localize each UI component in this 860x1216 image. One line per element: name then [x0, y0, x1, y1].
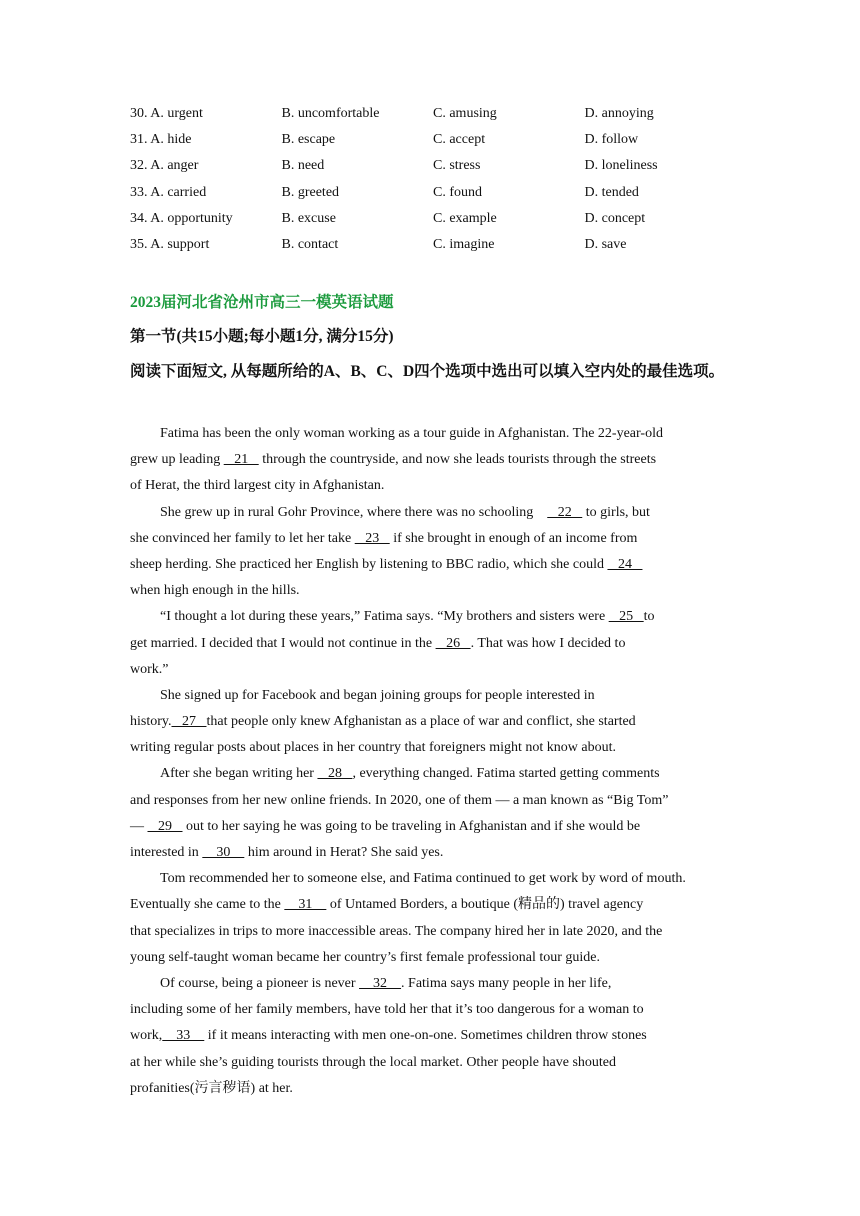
passage-line	[130, 1050, 738, 1076]
blank-number: 25	[608, 609, 644, 625]
blank-number: 30	[202, 845, 245, 860]
passage-line	[130, 552, 738, 578]
blank-number: 24	[607, 556, 643, 572]
passage-line	[130, 1076, 738, 1102]
passage-line	[130, 578, 738, 604]
passage-text: to girls, but	[582, 504, 650, 520]
passage-line	[130, 631, 738, 657]
passage-line	[130, 657, 738, 683]
passage-text: work,	[130, 1028, 163, 1044]
option-row	[130, 127, 750, 153]
passage-text: writing regular posts about places in her country that foreigners might not know about.	[130, 740, 617, 756]
option-cell: 33. A. carried	[130, 184, 207, 200]
option-cell: C. amusing	[433, 106, 497, 122]
passage-text: After she began writing her	[160, 766, 318, 782]
reading-passage	[130, 421, 738, 1102]
passage-line	[130, 500, 738, 526]
option-cell: D. follow	[584, 132, 639, 148]
passage-line	[130, 761, 738, 787]
passage-line	[130, 526, 738, 552]
passage-text: Tom recommended her to someone else, and Fatima continued to get work by word of mouth.	[160, 871, 686, 887]
option-row	[130, 206, 750, 232]
option-cell: C. accept	[433, 132, 486, 148]
passage-text: of Herat, the third largest city in Afghanistan.	[130, 478, 385, 494]
blank-number: 28	[317, 766, 353, 782]
passage-line	[130, 866, 738, 892]
exam-title: 2023届河北省沧州市高三一模英语试题	[130, 294, 394, 311]
passage-line	[130, 421, 738, 447]
option-cell: C. example	[433, 210, 497, 226]
blank-number: 29	[147, 818, 183, 834]
blank-number: 31	[284, 897, 327, 913]
option-cell: B. excuse	[281, 210, 336, 226]
passage-text: history.	[130, 714, 172, 730]
passage-text: grew up leading	[130, 452, 224, 468]
passage-text: Of course, being a pioneer is never	[160, 975, 360, 991]
option-cell: 32. A. anger	[130, 158, 199, 174]
option-cell: C. imagine	[433, 237, 495, 253]
passage-line	[130, 1023, 738, 1049]
option-cell: C. stress	[433, 158, 481, 174]
passage-text: if she brought in enough of an income from	[389, 530, 638, 546]
blank-number: 33	[162, 1028, 205, 1044]
passage-line	[130, 788, 738, 814]
option-cell: B. uncomfortable	[281, 106, 380, 122]
passage-text: including some of her family members, have told her that it’s too dangerous for a woman to	[130, 1002, 644, 1018]
option-cell: B. contact	[281, 237, 339, 253]
section-heading: 第一节(共15小题;每小题1分, 满分15分)	[130, 328, 394, 345]
option-cell: 35. A. support	[130, 237, 210, 253]
passage-line	[130, 447, 738, 473]
passage-line	[130, 709, 738, 735]
blank-number: 27	[171, 714, 207, 730]
option-row	[130, 101, 750, 127]
blank-number: 26	[435, 635, 471, 651]
passage-text: if it means interacting with men one-on-one. Sometimes children throw stones	[204, 1028, 647, 1044]
passage-line	[130, 473, 738, 499]
passage-line	[130, 683, 738, 709]
passage-text: “I thought a lot during these years,” Fatima says. “My brothers and sisters were	[160, 609, 609, 625]
passage-line	[130, 971, 738, 997]
option-cell: D. tended	[584, 184, 639, 200]
passage-line	[130, 840, 738, 866]
passage-text: through the countryside, and now she leads tourists through the streets	[258, 452, 657, 468]
option-row	[130, 153, 750, 179]
passage-text: and responses from her new online friends. In 2020, one of them — a man known as “Big Tom”	[130, 792, 669, 808]
passage-text: when high enough in the hills.	[130, 583, 300, 599]
option-cell: D. save	[584, 237, 627, 253]
option-row	[130, 232, 750, 258]
passage-text: Fatima has been the only woman working as a tour guide in Afghanistan. The 22-year-old	[160, 426, 663, 441]
passage-text: young self-taught woman became her country’s first female professional tour guide.	[130, 949, 601, 965]
passage-text: interested in	[130, 845, 203, 860]
option-cell: 34. A. opportunity	[130, 210, 233, 226]
passage-text: , everything changed. Fatima started getting comments	[352, 766, 660, 782]
passage-text: —	[130, 818, 148, 834]
passage-text: to	[643, 609, 655, 625]
passage-text: . Fatima says many people in her life,	[401, 975, 612, 991]
passage-text: at her while she’s guiding tourists through the local market. Other people have shouted	[130, 1054, 616, 1070]
blank-number: 23	[354, 530, 390, 546]
passage-text: that people only knew Afghanistan as a place of war and conflict, she started	[206, 714, 636, 730]
passage-text: She grew up in rural Gohr Province, where there was no schooling	[160, 504, 548, 520]
option-cell: 31. A. hide	[130, 132, 192, 148]
answer-options-table	[130, 101, 750, 258]
passage-line	[130, 919, 738, 945]
passage-text: him around in Herat? She said yes.	[244, 845, 444, 860]
passage-text: of Untamed Borders, a boutique (精品的) travel agency	[326, 897, 644, 913]
passage-text: work.”	[130, 661, 169, 677]
passage-line	[130, 945, 738, 971]
option-cell: D. concept	[584, 210, 646, 226]
option-row	[130, 180, 750, 206]
passage-text: sheep herding. She practiced her English by listening to BBC radio, which she could	[130, 556, 608, 572]
passage-line	[130, 892, 738, 918]
passage-text: . That was how I decided to	[470, 635, 626, 651]
passage-text: that specializes in trips to more inaccessible areas. The company hired her in late 2020, and the	[130, 923, 663, 939]
instruction-text: 阅读下面短文, 从每题所给的A、B、C、D四个选项中选出可以填入空内处的最佳选项。	[130, 363, 725, 380]
option-cell: D. loneliness	[584, 158, 658, 174]
option-cell: D. annoying	[584, 106, 654, 122]
passage-line	[130, 997, 738, 1023]
passage-text: She signed up for Facebook and began joining groups for people interested in	[160, 687, 595, 703]
passage-line	[130, 814, 738, 840]
blank-number: 21	[223, 452, 259, 468]
passage-text: out to her saying he was going to be traveling in Afghanistan and if she would be	[182, 818, 641, 834]
passage-text: she convinced her family to let her take	[130, 530, 355, 546]
passage-line	[130, 735, 738, 761]
blank-number: 22	[547, 504, 583, 520]
option-cell: B. escape	[281, 132, 336, 148]
option-cell: B. greeted	[281, 184, 340, 200]
option-cell: 30. A. urgent	[130, 106, 203, 122]
passage-text: Eventually she came to the	[130, 897, 285, 913]
blank-number: 32	[359, 975, 402, 991]
passage-line	[130, 604, 738, 630]
passage-text: profanities(污言秽语) at her.	[130, 1080, 293, 1096]
option-cell: C. found	[433, 184, 482, 200]
passage-text: get married. I decided that I would not continue in the	[130, 635, 436, 651]
option-cell: B. need	[281, 158, 325, 174]
